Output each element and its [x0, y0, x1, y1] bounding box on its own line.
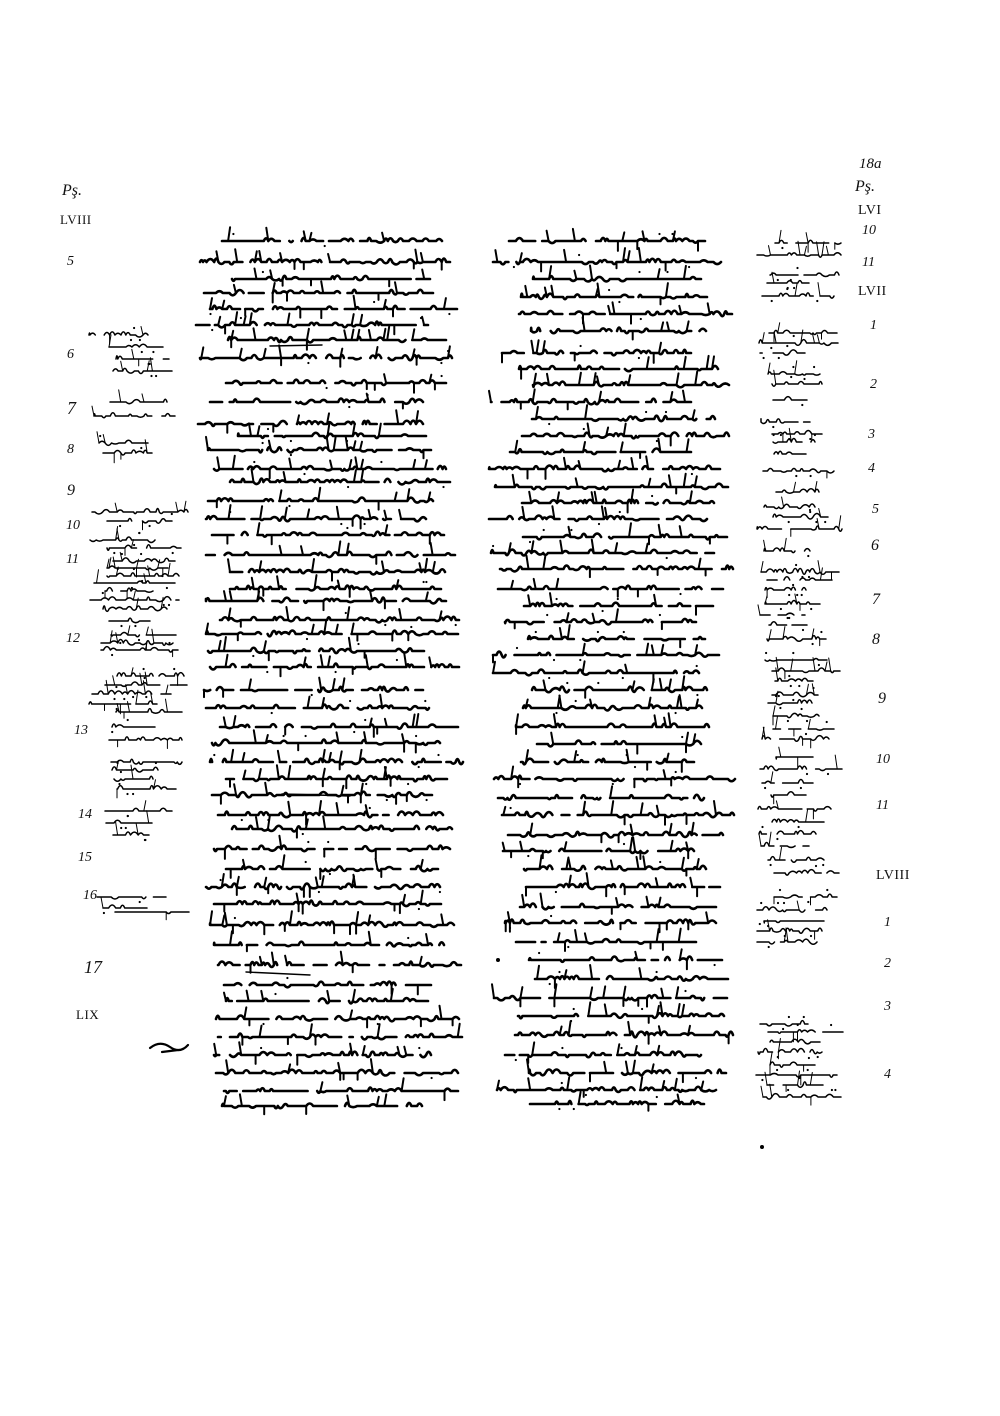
right-column-line: [523, 695, 702, 714]
left-column-line: [212, 730, 440, 752]
left-column-line: [206, 591, 446, 611]
left-column-line: [198, 410, 423, 432]
left-column-line: [232, 269, 430, 287]
left-column-line: [206, 620, 458, 640]
ink-dot: [760, 1145, 764, 1149]
right-column-line: [521, 283, 707, 304]
right-column-line: [519, 356, 718, 379]
left-margin-note-line: [110, 390, 167, 404]
right-margin-note-line: [770, 1039, 820, 1044]
right-verse-3: 3: [868, 427, 875, 442]
right-verse-11: 11: [876, 798, 889, 813]
right-column-line: [535, 965, 728, 988]
right-verse-9: 9: [878, 690, 886, 707]
right-margin-note-line: [769, 617, 807, 631]
right-margin-note-line: [776, 482, 819, 494]
left-verse-13: 13: [74, 723, 88, 738]
left-margin-note-line: [109, 335, 163, 353]
right-margin-note-line: [764, 921, 824, 927]
right-margin-note-line: [765, 587, 806, 597]
right-verse-1: 1: [870, 318, 877, 333]
right-verse-11-top: 11: [862, 255, 875, 270]
left-margin-note-line: [107, 513, 173, 530]
right-margin-note-line: [768, 1024, 843, 1042]
left-verse-15: 15: [78, 850, 92, 865]
right-column-line: [530, 1092, 704, 1111]
left-column-line: [230, 575, 441, 598]
left-column-line: [226, 765, 447, 788]
left-column-line: [214, 931, 444, 951]
ink-dot: [496, 958, 500, 962]
left-verse-17: 17: [84, 957, 102, 977]
left-column-line: [204, 678, 423, 698]
left-margin-note-line: [115, 912, 189, 920]
right-margin-note-line: [770, 1053, 815, 1075]
right-margin-note-line: [776, 747, 813, 767]
right-column-line: [527, 1059, 726, 1082]
left-column-line: [224, 989, 428, 1004]
left-column-line: [212, 523, 444, 544]
left-column-line: [226, 374, 446, 393]
right-column-line: [531, 317, 706, 339]
right-column-line: [505, 1042, 701, 1063]
left-verse-5: 5: [67, 254, 74, 269]
left-column-line: [206, 436, 431, 458]
right-column-line: [500, 556, 733, 577]
left-verse-7: 7: [67, 398, 76, 418]
left-verse-14: 14: [78, 807, 92, 822]
main-column-left: [196, 227, 463, 1114]
right-margin-note-line: [767, 627, 826, 646]
left-column-line: [206, 695, 429, 715]
left-margin-note-line: [107, 563, 179, 582]
right-margin-note-line: [759, 826, 816, 840]
right-column-line: [508, 823, 723, 843]
right-verse-10-top: 10: [862, 223, 876, 238]
left-margin-note-line: [114, 765, 153, 785]
left-margin-note-line: [113, 552, 175, 562]
right-column-line: [529, 949, 722, 969]
left-column-line: [218, 801, 443, 825]
right-column-line: [532, 405, 715, 425]
left-margin-note-line: [117, 780, 176, 798]
left-column-line: [200, 345, 452, 366]
left-marginal-notes: [89, 327, 189, 920]
left-siglum: Pş.: [62, 182, 82, 199]
right-margin-note-line: [773, 509, 828, 524]
right-margin-note-line: [774, 865, 839, 875]
left-margin-note-line: [109, 737, 182, 749]
right-column-line: [522, 490, 714, 513]
right-verse-7: 7: [872, 591, 880, 608]
left-chapter-bottom: LIX: [76, 1007, 100, 1022]
right-verse-3-low: 3: [884, 999, 891, 1014]
right-column-line: [515, 1021, 733, 1044]
left-margin-note-line: [111, 719, 155, 733]
left-margin-note-line: [97, 897, 166, 903]
right-margin-note-line: [769, 323, 837, 342]
right-margin-note-line: [761, 419, 810, 424]
right-margin-note-line: [774, 451, 806, 454]
left-verse-10: 10: [66, 518, 80, 533]
right-marginal-notes: [756, 230, 843, 1105]
right-margin-note-line: [775, 230, 841, 252]
right-column-line: [532, 676, 707, 698]
right-column-line: [518, 1002, 724, 1023]
right-column-line: [516, 713, 709, 734]
left-margin-note-line: [111, 759, 182, 764]
left-column-line: [214, 836, 450, 859]
left-margin-note-line: [113, 822, 149, 841]
right-column-line: [509, 229, 705, 251]
right-column-line: [489, 389, 691, 409]
left-verse-8: 8: [67, 442, 74, 457]
right-column-line: [491, 540, 714, 560]
left-column-line: [210, 654, 459, 677]
right-column-line: [526, 873, 720, 896]
left-column-line: [214, 1042, 431, 1065]
right-chapter-mid: LVII: [858, 284, 887, 299]
right-column-line: [503, 837, 694, 859]
right-column-line: [523, 523, 727, 544]
right-column-line: [498, 579, 723, 597]
left-column-line: [208, 488, 433, 510]
right-margin-note-line: [770, 267, 839, 281]
right-column-line: [522, 424, 729, 446]
right-siglum: Pş.: [855, 178, 875, 195]
right-verse-6: 6: [871, 537, 879, 554]
right-margin-note-line: [760, 1016, 808, 1030]
left-margin-note-line: [107, 540, 181, 556]
right-verse-8: 8: [872, 631, 880, 648]
right-margin-note-line: [757, 920, 822, 939]
left-column-line: [200, 249, 450, 269]
left-verse-6: 6: [67, 347, 74, 362]
left-column-line: [209, 296, 457, 318]
right-column-line: [528, 625, 705, 647]
right-column-line: [493, 661, 699, 682]
right-column-line: [505, 609, 696, 629]
left-column-line: [220, 714, 458, 737]
right-column-line: [516, 929, 696, 951]
right-margin-note-line: [764, 538, 810, 557]
right-verse-1-low: 1: [884, 915, 891, 930]
right-margin-note-line: [758, 801, 831, 819]
right-column-line: [498, 786, 704, 800]
right-column-line: [493, 644, 719, 663]
right-margin-note-line: [773, 716, 834, 736]
right-chapter-top: LVI: [858, 203, 882, 218]
left-column-line: [214, 456, 446, 479]
left-column-line: [220, 607, 459, 627]
right-margin-note-line: [765, 652, 827, 666]
left-margin-note-line: [89, 327, 148, 345]
left-column-line: [216, 1059, 458, 1080]
left-column-line: [226, 855, 438, 879]
right-column-line: [524, 855, 706, 875]
right-margin-note-line: [762, 283, 834, 303]
right-margin-note-line: [760, 345, 805, 359]
left-verse-11: 11: [66, 552, 79, 567]
right-margin-note-line: [768, 361, 820, 380]
left-column-line: [232, 815, 452, 838]
right-margin-note-line: [761, 561, 839, 580]
left-margin-note-line: [97, 432, 148, 449]
right-column-line: [502, 801, 734, 825]
right-margin-note-line: [772, 684, 818, 701]
right-column-line: [502, 340, 691, 363]
right-margin-note-line: [772, 426, 822, 442]
right-column-line: [519, 302, 732, 323]
left-column-line: [218, 1024, 462, 1045]
left-column-line: [206, 541, 455, 564]
overline-stroke: [270, 345, 322, 346]
left-column-line: [206, 874, 441, 897]
right-column-line: [489, 506, 707, 525]
right-margin-note-line: [765, 594, 820, 610]
right-column-line: [494, 767, 735, 788]
right-verse-2: 2: [870, 377, 877, 392]
left-column-line: [222, 227, 442, 247]
right-margin-note-line: [763, 469, 834, 479]
right-margin-note-line: [768, 847, 824, 866]
left-column-line: [204, 281, 433, 302]
left-column-line: [210, 750, 463, 770]
left-margin-note-line: [111, 626, 176, 641]
right-margin-note-line: [762, 772, 813, 789]
right-verse-10: 10: [876, 752, 890, 767]
left-column-line: [224, 1078, 458, 1100]
left-verse-9: 9: [67, 482, 75, 499]
left-margin-note-line: [92, 501, 188, 514]
right-column-line: [505, 912, 716, 932]
right-column-line: [537, 733, 701, 754]
left-column-line: [214, 891, 441, 914]
right-verse-4: 4: [868, 461, 875, 476]
left-margin-note-line: [117, 668, 184, 686]
left-column-line: [230, 469, 450, 488]
left-verse-16: 16: [83, 888, 97, 903]
right-verse-5: 5: [872, 502, 879, 517]
right-margin-note-line: [757, 516, 842, 537]
right-column-line: [520, 894, 716, 914]
folio-number: 18a: [859, 156, 882, 172]
left-chapter-top: LVIII: [60, 212, 92, 227]
left-margin-note-line: [105, 801, 172, 811]
left-column-line: [218, 952, 461, 973]
left-column-line: [216, 1006, 459, 1028]
right-margin-note-line: [757, 901, 827, 912]
right-column-line: [495, 474, 728, 494]
left-margin-note-line: [101, 629, 173, 649]
right-margin-note-line: [756, 1073, 837, 1084]
marginal-flourish: [150, 1044, 188, 1052]
right-column-line: [521, 750, 694, 772]
left-column-line: [210, 394, 423, 409]
left-margin-note-line: [92, 406, 175, 418]
right-chapter-low: LVIII: [876, 868, 910, 883]
overline-stroke: [246, 972, 310, 975]
left-column-line: [210, 911, 454, 934]
left-column-line: [228, 559, 445, 581]
right-verse-4-low: 4: [884, 1067, 891, 1082]
right-margin-note-line: [773, 397, 807, 407]
left-margin-note-line: [113, 358, 172, 377]
right-margin-note-line: [758, 605, 805, 615]
left-margin-note-line: [106, 811, 152, 829]
right-column-line: [510, 439, 691, 458]
left-margin-note-line: [90, 527, 155, 547]
left-column-line: [206, 505, 426, 528]
right-verse-2-low: 2: [884, 956, 891, 971]
left-verse-12: 12: [66, 631, 80, 646]
right-column-line: [533, 372, 729, 388]
left-column-line: [228, 327, 446, 350]
right-column-line: [493, 248, 721, 271]
main-column-right: [489, 229, 735, 1111]
left-column-line: [222, 1094, 422, 1114]
right-margin-note-line: [764, 497, 815, 513]
right-column-line: [492, 984, 727, 1006]
left-margin-note-line: [90, 591, 179, 606]
